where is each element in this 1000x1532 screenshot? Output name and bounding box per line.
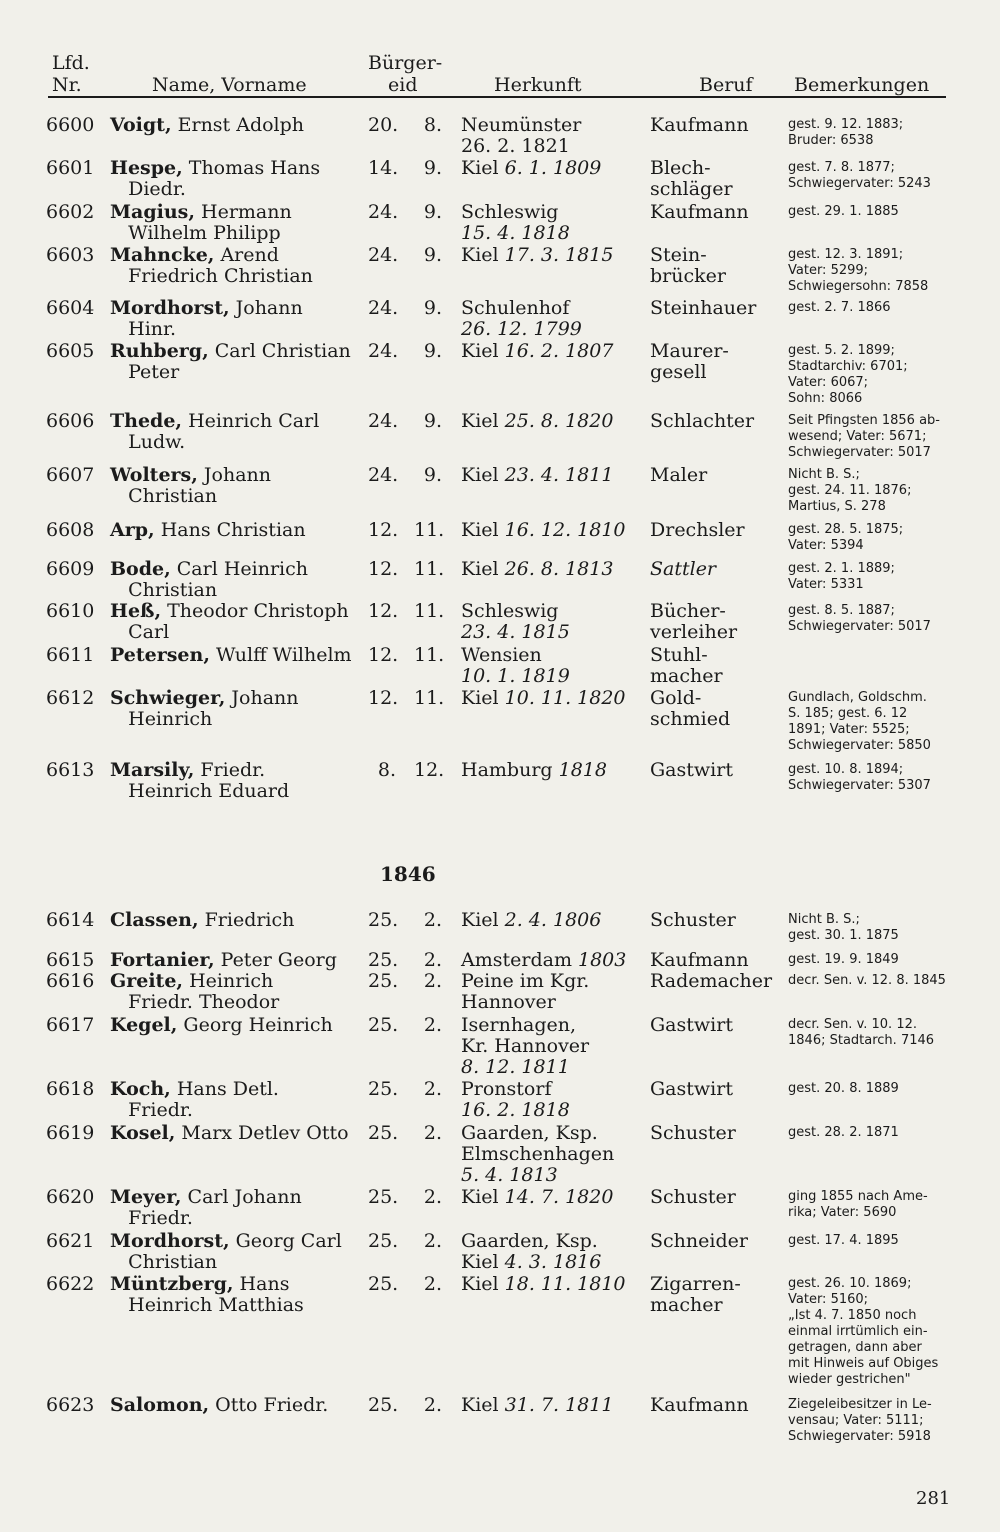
entry-remarks: gest. 9. 12. 1883; Bruder: 6538 bbox=[788, 117, 904, 148]
entry-number: 6617 bbox=[46, 1014, 95, 1036]
entry-name bbox=[110, 158, 320, 179]
entry-name bbox=[110, 1231, 342, 1252]
entry-name bbox=[110, 465, 271, 486]
entry-occupation-continued: brücker bbox=[650, 265, 726, 287]
oath-month: 8. bbox=[423, 114, 442, 136]
entry-given-names: Heinrich bbox=[183, 970, 274, 992]
entry-name bbox=[110, 1015, 333, 1036]
entry-remarks: ging 1855 nach Ame- rika; Vater: 5690 bbox=[788, 1189, 928, 1220]
entry-surname: Meyer, bbox=[110, 1186, 182, 1208]
entry-surname: Fortanier, bbox=[110, 949, 215, 971]
entry-surname: Wolters, bbox=[110, 464, 198, 486]
entry-number: 6623 bbox=[46, 1394, 95, 1416]
entry-occupation: Schlachter bbox=[650, 410, 755, 432]
oath-month: 9. bbox=[423, 244, 442, 266]
oath-day: 14. bbox=[368, 157, 399, 179]
entry-name-continued: Friedrich Christian bbox=[110, 265, 313, 287]
entry-origin-line2 bbox=[461, 1100, 570, 1121]
entry-origin: Kiel 10. 11. 1820 bbox=[461, 687, 626, 709]
entry-origin-line2 bbox=[461, 223, 570, 244]
entry-occupation: Kaufmann bbox=[650, 949, 749, 971]
entry-occupation: Kaufmann bbox=[650, 114, 749, 136]
entry-surname: Salomon, bbox=[110, 1394, 210, 1416]
entry-occupation: Gastwirt bbox=[650, 759, 733, 781]
oath-day: 25. bbox=[368, 970, 399, 992]
entry-occupation-continued: schmied bbox=[650, 708, 731, 730]
entry-given-names: Otto Friedr. bbox=[209, 1394, 329, 1416]
entry-remarks: gest. 29. 1. 1885 bbox=[788, 204, 899, 219]
entry-given-names: Johann bbox=[229, 297, 303, 319]
entry-number: 6601 bbox=[46, 157, 95, 179]
oath-month: 9. bbox=[423, 464, 442, 486]
entry-occupation: Schuster bbox=[650, 1122, 736, 1144]
entry-occupation: Maurer- bbox=[650, 340, 729, 362]
entry-name-continued: Christian bbox=[110, 485, 218, 507]
header-name: Name, Vorname bbox=[152, 74, 307, 96]
oath-day: 25. bbox=[368, 1014, 399, 1036]
oath-day: 24. bbox=[368, 201, 399, 223]
entry-occupation: Blech- bbox=[650, 157, 711, 179]
oath-month: 11. bbox=[414, 558, 445, 580]
entry-number: 6614 bbox=[46, 909, 95, 931]
entry-surname: Mahncke, bbox=[110, 244, 215, 266]
oath-month: 12. bbox=[414, 759, 445, 781]
oath-day: 25. bbox=[368, 1186, 399, 1208]
oath-day: 24. bbox=[368, 464, 399, 486]
entry-occupation-continued: macher bbox=[650, 1294, 723, 1316]
entry-surname: Heß, bbox=[110, 600, 162, 622]
entry-given-names: Thomas Hans bbox=[182, 157, 321, 179]
origin-date: 26. 8. 1813 bbox=[504, 558, 614, 580]
entry-origin: Peine im Kgr. bbox=[461, 970, 590, 992]
entry-given-names: Ernst Adolph bbox=[171, 114, 305, 136]
oath-day: 24. bbox=[368, 244, 399, 266]
entry-occupation: Gastwirt bbox=[650, 1014, 733, 1036]
entry-surname: Thede, bbox=[110, 410, 183, 432]
entry-origin: Wensien bbox=[461, 644, 542, 666]
header-beruf: Beruf bbox=[699, 74, 753, 96]
oath-day: 24. bbox=[368, 297, 399, 319]
oath-month: 9. bbox=[423, 157, 442, 179]
entry-origin: Kiel 23. 4. 1811 bbox=[461, 464, 614, 486]
entry-occupation: Gold- bbox=[650, 687, 702, 709]
entry-remarks: Nicht B. S.; gest. 30. 1. 1875 bbox=[788, 912, 899, 943]
entry-given-names: Theodor Christoph bbox=[161, 600, 349, 622]
origin-date: 4. 3. 1816 bbox=[504, 1251, 602, 1273]
origin-date: 1803 bbox=[578, 949, 627, 971]
entry-origin: Kiel 16. 2. 1807 bbox=[461, 340, 614, 362]
origin-line2-text: 15. 4. 1818 bbox=[461, 222, 570, 244]
header-eid: eid bbox=[388, 74, 418, 96]
entry-number: 6615 bbox=[46, 949, 95, 971]
entry-surname: Classen, bbox=[110, 909, 199, 931]
entry-name bbox=[110, 411, 319, 432]
entry-surname: Hespe, bbox=[110, 157, 183, 179]
entry-name-continued: Heinrich bbox=[110, 708, 213, 730]
oath-day: 20. bbox=[368, 114, 399, 136]
oath-month: 9. bbox=[423, 410, 442, 432]
entry-surname: Arp, bbox=[110, 519, 155, 541]
entry-given-names: Johann bbox=[225, 687, 299, 709]
entry-number: 6616 bbox=[46, 970, 95, 992]
entry-occupation-continued: gesell bbox=[650, 361, 707, 383]
entry-name-continued: Friedr. bbox=[110, 1099, 193, 1121]
entry-number: 6602 bbox=[46, 201, 95, 223]
entry-origin: Amsterdam 1803 bbox=[461, 949, 627, 971]
entry-number: 6600 bbox=[46, 114, 95, 136]
entry-number: 6613 bbox=[46, 759, 95, 781]
oath-day: 12. bbox=[368, 644, 399, 666]
origin-line2-text: 23. 4. 1815 bbox=[461, 621, 570, 643]
entry-remarks: gest. 28. 2. 1871 bbox=[788, 1125, 899, 1140]
entry-origin: Kiel 25. 8. 1820 bbox=[461, 410, 614, 432]
entry-origin-line2 bbox=[461, 1252, 601, 1273]
entry-number: 6620 bbox=[46, 1186, 95, 1208]
header-lfd: Lfd. bbox=[52, 52, 90, 74]
entry-remarks: gest. 17. 4. 1895 bbox=[788, 1233, 899, 1248]
entry-surname: Marsily, bbox=[110, 759, 195, 781]
oath-day: 25. bbox=[368, 1230, 399, 1252]
entry-origin-line2 bbox=[461, 1036, 589, 1057]
entry-occupation: Maler bbox=[650, 464, 708, 486]
oath-day: 25. bbox=[368, 1394, 399, 1416]
origin-line2-text: Kr. Hannover bbox=[461, 1035, 590, 1057]
entry-given-names: Hans Detl. bbox=[170, 1078, 279, 1100]
entry-name bbox=[110, 1123, 349, 1144]
entry-origin: Kiel 18. 11. 1810 bbox=[461, 1273, 626, 1295]
entry-remarks: gest. 10. 8. 1894; Schwiegervater: 5307 bbox=[788, 762, 931, 793]
entry-name bbox=[110, 559, 308, 580]
entry-name-continued: Christian bbox=[110, 1251, 218, 1273]
origin-date: 6. 1. 1809 bbox=[504, 157, 602, 179]
oath-month: 9. bbox=[423, 201, 442, 223]
oath-month: 2. bbox=[423, 1186, 442, 1208]
entry-given-names: Georg Heinrich bbox=[177, 1014, 333, 1036]
entry-remarks: decr. Sen. v. 10. 12. 1846; Stadtarch. 7146 bbox=[788, 1017, 935, 1048]
entry-name bbox=[110, 341, 351, 362]
entry-occupation-continued: macher bbox=[650, 665, 723, 687]
entry-given-names: Friedrich bbox=[198, 909, 295, 931]
entry-occupation: Sattler bbox=[650, 558, 717, 580]
entry-occupation: Schneider bbox=[650, 1230, 748, 1252]
entry-name bbox=[110, 202, 292, 223]
entry-name-continued: Peter bbox=[110, 361, 180, 383]
entry-surname: Schwieger, bbox=[110, 687, 226, 709]
oath-day: 25. bbox=[368, 909, 399, 931]
entry-name bbox=[110, 760, 265, 781]
oath-month: 2. bbox=[423, 1230, 442, 1252]
oath-month: 11. bbox=[414, 519, 445, 541]
entry-remarks: Gundlach, Goldschm. S. 185; gest. 6. 12 1891; Vater: 5525; Schwiegervater: 5850 bbox=[788, 690, 931, 753]
entry-origin: Pronstorf bbox=[461, 1078, 552, 1100]
entry-origin: Kiel 26. 8. 1813 bbox=[461, 558, 614, 580]
entry-origin-line2 bbox=[461, 1144, 614, 1165]
header-rule bbox=[48, 96, 946, 98]
oath-month: 11. bbox=[414, 600, 445, 622]
entry-name-continued: Friedr. Theodor bbox=[110, 991, 280, 1013]
entry-number: 6610 bbox=[46, 600, 95, 622]
entry-origin-line2 bbox=[461, 136, 570, 157]
entry-occupation: Stuhl- bbox=[650, 644, 708, 666]
entry-name-continued: Ludw. bbox=[110, 431, 186, 453]
entry-number: 6619 bbox=[46, 1122, 95, 1144]
oath-month: 2. bbox=[423, 909, 442, 931]
entry-number: 6612 bbox=[46, 687, 95, 709]
entry-origin-line3: 8. 12. 1811 bbox=[461, 1056, 570, 1078]
entry-occupation: Drechsler bbox=[650, 519, 745, 541]
oath-month: 9. bbox=[423, 340, 442, 362]
oath-month: 9. bbox=[423, 297, 442, 319]
entry-name bbox=[110, 645, 352, 666]
oath-month: 2. bbox=[423, 1122, 442, 1144]
entry-name bbox=[110, 1079, 279, 1100]
oath-day: 25. bbox=[368, 1078, 399, 1100]
oath-month: 2. bbox=[423, 949, 442, 971]
oath-day: 25. bbox=[368, 949, 399, 971]
entry-occupation: Rademacher bbox=[650, 970, 773, 992]
entry-name bbox=[110, 245, 279, 266]
origin-date: 17. 3. 1815 bbox=[504, 244, 614, 266]
entry-surname: Petersen, bbox=[110, 644, 210, 666]
entry-origin: Kiel 16. 12. 1810 bbox=[461, 519, 626, 541]
oath-day: 12. bbox=[368, 519, 399, 541]
year-heading: 1846 bbox=[380, 862, 436, 886]
entry-name bbox=[110, 115, 304, 136]
entry-name bbox=[110, 950, 337, 971]
oath-month: 2. bbox=[423, 1273, 442, 1295]
entry-origin-line2 bbox=[461, 666, 570, 687]
entry-name-continued: Heinrich Eduard bbox=[110, 780, 290, 802]
entry-given-names: Carl Heinrich bbox=[170, 558, 309, 580]
entry-remarks: gest. 8. 5. 1887; Schwiegervater: 5017 bbox=[788, 603, 931, 634]
entry-origin: Gaarden, Ksp. bbox=[461, 1122, 598, 1144]
entry-occupation: Bücher- bbox=[650, 600, 726, 622]
entry-given-names: Wulff Wilhelm bbox=[209, 644, 352, 666]
entry-name bbox=[110, 298, 303, 319]
oath-day: 12. bbox=[368, 687, 399, 709]
entry-surname: Kegel, bbox=[110, 1014, 178, 1036]
entry-number: 6609 bbox=[46, 558, 95, 580]
oath-month: 11. bbox=[414, 687, 445, 709]
entry-number: 6603 bbox=[46, 244, 95, 266]
entry-name-continued: Heinrich Matthias bbox=[110, 1294, 304, 1316]
entry-remarks: gest. 5. 2. 1899; Stadtarchiv: 6701; Vater: 6067; Sohn: 8066 bbox=[788, 343, 908, 406]
entry-origin: Kiel 6. 1. 1809 bbox=[461, 157, 602, 179]
origin-date: 31. 7. 1811 bbox=[504, 1394, 614, 1416]
entry-occupation: Gastwirt bbox=[650, 1078, 733, 1100]
entry-origin-line3: 5. 4. 1813 bbox=[461, 1164, 558, 1186]
entry-surname: Greite, bbox=[110, 970, 184, 992]
origin-line2-text: Kiel bbox=[461, 1251, 505, 1273]
entry-occupation-continued: verleiher bbox=[650, 621, 738, 643]
entry-name bbox=[110, 601, 349, 622]
origin-line2-text: 16. 2. 1818 bbox=[461, 1099, 570, 1121]
entry-origin: Hamburg 1818 bbox=[461, 759, 607, 781]
entry-given-names: Heinrich Carl bbox=[182, 410, 320, 432]
oath-day: 8. bbox=[377, 759, 396, 781]
header-bemerkungen: Bemerkungen bbox=[794, 74, 930, 96]
entry-given-names: Johann bbox=[197, 464, 272, 486]
origin-date: 1818 bbox=[558, 759, 607, 781]
entry-origin: Gaarden, Ksp. bbox=[461, 1230, 598, 1252]
oath-day: 12. bbox=[368, 600, 399, 622]
entry-occupation: Kaufmann bbox=[650, 1394, 749, 1416]
entry-surname: Voigt, bbox=[110, 114, 172, 136]
entry-origin: Kiel 2. 4. 1806 bbox=[461, 909, 602, 931]
entry-occupation: Schuster bbox=[650, 1186, 736, 1208]
entry-name bbox=[110, 910, 294, 931]
entry-remarks: gest. 26. 10. 1869; Vater: 5160; „Ist 4. 7. 1850 noch einmal irrtümlich ein- getragen, dann aber mit Hinweis auf Obiges wieder gestrichen" bbox=[788, 1276, 939, 1387]
entry-name bbox=[110, 688, 299, 709]
origin-date: 16. 12. 1810 bbox=[504, 519, 626, 541]
entry-origin: Schleswig bbox=[461, 600, 559, 622]
origin-date: 2. 4. 1806 bbox=[504, 909, 602, 931]
entry-given-names: Peter Georg bbox=[214, 949, 337, 971]
entry-number: 6622 bbox=[46, 1273, 95, 1295]
oath-month: 2. bbox=[423, 1014, 442, 1036]
entry-origin-line2 bbox=[461, 319, 582, 340]
entry-origin: Kiel 14. 7. 1820 bbox=[461, 1186, 614, 1208]
origin-date: 16. 2. 1807 bbox=[504, 340, 614, 362]
header-herkunft: Herkunft bbox=[494, 74, 582, 96]
origin-date: 25. 8. 1820 bbox=[504, 410, 614, 432]
entry-given-names: Hans bbox=[233, 1273, 290, 1295]
entry-remarks: gest. 19. 9. 1849 bbox=[788, 952, 899, 967]
entry-remarks: gest. 12. 3. 1891; Vater: 5299; Schwiegersohn: 7858 bbox=[788, 247, 929, 294]
oath-day: 25. bbox=[368, 1122, 399, 1144]
entry-number: 6604 bbox=[46, 297, 95, 319]
entry-origin: Isernhagen, bbox=[461, 1014, 577, 1036]
entry-name-continued: Hinr. bbox=[110, 318, 177, 340]
entry-surname: Müntzberg, bbox=[110, 1273, 234, 1295]
entry-surname: Magius, bbox=[110, 201, 195, 223]
entry-occupation: Steinhauer bbox=[650, 297, 757, 319]
entry-origin: Neumünster bbox=[461, 114, 582, 136]
entry-remarks: gest. 28. 5. 1875; Vater: 5394 bbox=[788, 522, 904, 553]
entry-name bbox=[110, 1274, 289, 1295]
entry-given-names: Marx Detlev Otto bbox=[175, 1122, 349, 1144]
header-buerger: Bürger- bbox=[368, 52, 443, 74]
entry-name-continued: Diedr. bbox=[110, 178, 186, 200]
entry-remarks: Nicht B. S.; gest. 24. 11. 1876; Martius, S. 278 bbox=[788, 467, 912, 514]
oath-day: 24. bbox=[368, 340, 399, 362]
oath-day: 24. bbox=[368, 410, 399, 432]
origin-line2-text: 26. 2. 1821 bbox=[461, 135, 570, 157]
oath-month: 2. bbox=[423, 1078, 442, 1100]
entry-name bbox=[110, 1187, 302, 1208]
entry-name-continued: Wilhelm Philipp bbox=[110, 222, 281, 244]
entry-surname: Bode, bbox=[110, 558, 171, 580]
origin-line2-text: 26. 12. 1799 bbox=[461, 318, 582, 340]
entry-surname: Mordhorst, bbox=[110, 297, 230, 319]
entry-remarks: gest. 2. 1. 1889; Vater: 5331 bbox=[788, 561, 895, 592]
entry-given-names: Arend bbox=[214, 244, 279, 266]
origin-line2-text: 10. 1. 1819 bbox=[461, 665, 570, 687]
entry-occupation: Schuster bbox=[650, 909, 736, 931]
entry-number: 6621 bbox=[46, 1230, 95, 1252]
entry-origin-line2 bbox=[461, 992, 556, 1013]
entry-remarks: gest. 7. 8. 1877; Schwiegervater: 5243 bbox=[788, 160, 931, 191]
entry-name bbox=[110, 971, 273, 992]
entry-given-names: Friedr. bbox=[194, 759, 266, 781]
entry-occupation: Kaufmann bbox=[650, 201, 749, 223]
entry-number: 6607 bbox=[46, 464, 95, 486]
entry-number: 6608 bbox=[46, 519, 95, 541]
page-number: 281 bbox=[916, 1488, 951, 1509]
entry-number: 6618 bbox=[46, 1078, 95, 1100]
oath-day: 25. bbox=[368, 1273, 399, 1295]
entry-origin-line2 bbox=[461, 622, 570, 643]
entry-origin: Kiel 31. 7. 1811 bbox=[461, 1394, 614, 1416]
oath-month: 2. bbox=[423, 1394, 442, 1416]
entry-remarks: Seit Pfingsten 1856 ab- wesend; Vater: 5671; Schwiegervater: 5017 bbox=[788, 413, 940, 460]
entry-remarks: gest. 20. 8. 1889 bbox=[788, 1081, 899, 1096]
entry-given-names: Georg Carl bbox=[229, 1230, 342, 1252]
entry-remarks: gest. 2. 7. 1866 bbox=[788, 300, 891, 315]
entry-surname: Koch, bbox=[110, 1078, 171, 1100]
entry-name bbox=[110, 1395, 328, 1416]
entry-surname: Kosel, bbox=[110, 1122, 176, 1144]
origin-date: 23. 4. 1811 bbox=[504, 464, 614, 486]
entry-given-names: Hans Christian bbox=[154, 519, 306, 541]
entry-name-continued: Christian bbox=[110, 579, 218, 601]
entry-name-continued: Friedr. bbox=[110, 1207, 193, 1229]
entry-name bbox=[110, 520, 306, 541]
entry-name-continued: Carl bbox=[110, 621, 170, 643]
entry-occupation: Zigarren- bbox=[650, 1273, 741, 1295]
entry-origin: Schulenhof bbox=[461, 297, 570, 319]
entry-remarks: Ziegeleibesitzer in Le- vensau; Vater: 5111; Schwiegervater: 5918 bbox=[788, 1397, 932, 1444]
entry-origin: Kiel 17. 3. 1815 bbox=[461, 244, 614, 266]
entry-given-names: Carl Christian bbox=[208, 340, 351, 362]
header-nr: Nr. bbox=[52, 74, 82, 96]
oath-month: 2. bbox=[423, 970, 442, 992]
oath-month: 11. bbox=[414, 644, 445, 666]
oath-day: 12. bbox=[368, 558, 399, 580]
entry-surname: Mordhorst, bbox=[110, 1230, 230, 1252]
entry-number: 6606 bbox=[46, 410, 95, 432]
entry-number: 6611 bbox=[46, 644, 95, 666]
entry-surname: Ruhberg, bbox=[110, 340, 209, 362]
origin-line2-text: Elmschenhagen bbox=[461, 1143, 615, 1165]
entry-remarks: decr. Sen. v. 12. 8. 1845 bbox=[788, 973, 946, 988]
entry-given-names: Carl Johann bbox=[181, 1186, 302, 1208]
entry-number: 6605 bbox=[46, 340, 95, 362]
origin-date: 18. 11. 1810 bbox=[504, 1273, 626, 1295]
entry-occupation-continued: schläger bbox=[650, 178, 733, 200]
entry-origin: Schleswig bbox=[461, 201, 559, 223]
entry-given-names: Hermann bbox=[194, 201, 292, 223]
entry-occupation: Stein- bbox=[650, 244, 707, 266]
origin-date: 10. 11. 1820 bbox=[504, 687, 626, 709]
origin-date: 14. 7. 1820 bbox=[504, 1186, 614, 1208]
origin-line2-text: Hannover bbox=[461, 991, 556, 1013]
